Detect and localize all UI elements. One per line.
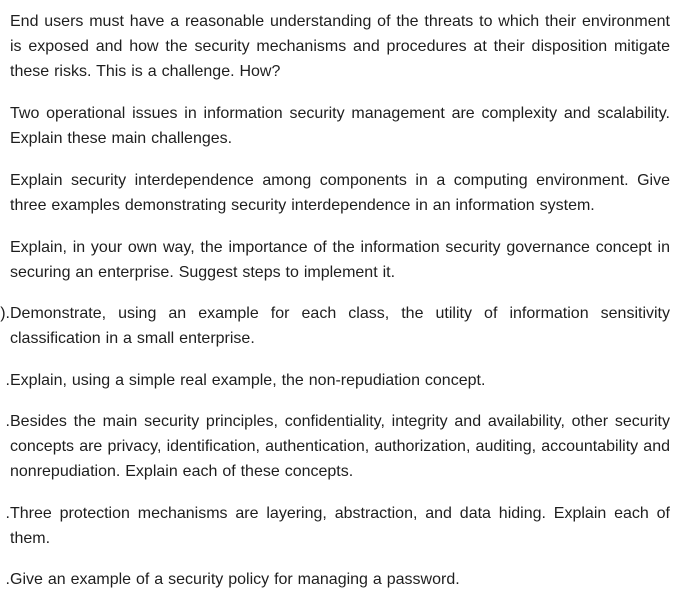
- question-paragraph: [10, 168, 670, 218]
- question-number: .: [5, 505, 10, 522]
- question-paragraph: [10, 235, 670, 285]
- question-number: [0, 168, 10, 193]
- question-number: .: [5, 372, 10, 389]
- question-text: Three protection mechanisms are layering, abstraction, and data hiding. Explain each of them.: [10, 505, 670, 547]
- question-text: Explain, using a simple real example, the non-repudiation concept.: [10, 372, 486, 389]
- question-text: Give an example of a security policy for managing a password.: [10, 571, 460, 588]
- question-number: .: [5, 571, 10, 588]
- question-paragraph: [5, 567, 670, 592]
- question-paragraph: [10, 9, 670, 84]
- question-number: [0, 9, 10, 34]
- question-text: Two operational issues in information security management are complexity and scalability. Explain these main challenges.: [10, 105, 670, 147]
- question-number: ).: [0, 305, 10, 322]
- question-paragraph: [5, 501, 670, 551]
- question-text: Explain, in your own way, the importance of the information security governance concept in securing an enterprise. Suggest steps to implement it.: [10, 239, 670, 281]
- question-paragraph: [5, 368, 670, 393]
- question-number: [0, 101, 10, 126]
- question-text: Demonstrate, using an example for each class, the utility of information sensitivity classification in a small enterprise.: [10, 305, 670, 347]
- question-number: .: [5, 413, 10, 430]
- question-text: End users must have a reasonable understanding of the threats to which their environment is exposed and how the security mechanisms and procedures at their disposition mitigate these risks. This is a challenge. How?: [10, 13, 670, 80]
- question-text: Besides the main security principles, confidentiality, integrity and availability, other security concepts are privacy, identification, authentication, authorization, auditing, accountability and nonrepudiation. Explain each of these concepts.: [10, 413, 670, 480]
- question-text: Explain security interdependence among components in a computing environment. Give three examples demonstrating security interdependence in an information system.: [10, 172, 670, 214]
- question-paragraph: [10, 101, 670, 151]
- question-paragraph: [5, 409, 670, 484]
- question-number: [0, 235, 10, 260]
- question-paragraph: [0, 301, 670, 351]
